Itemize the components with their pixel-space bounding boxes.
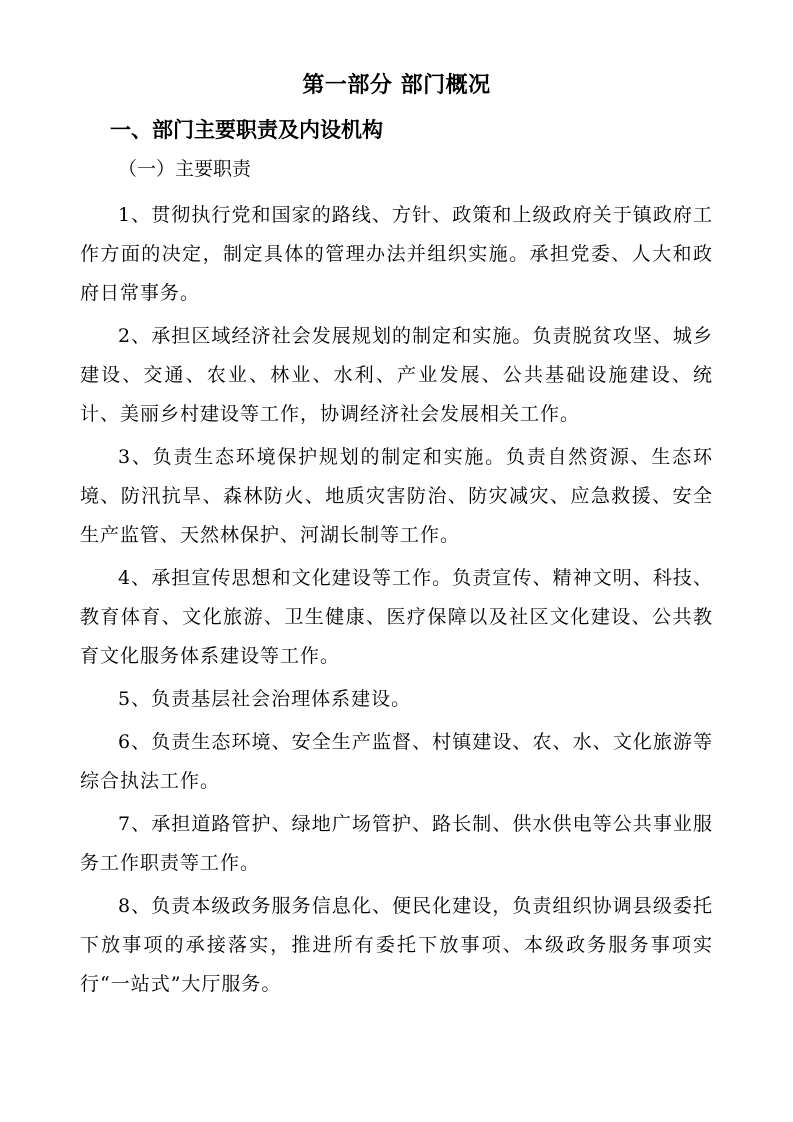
paragraph-2: 2、承担区域经济社会发展规划的制定和实施。负责脱贫攻坚、城乡建设、交通、农业、林业、水利、产业发展、公共基础设施建设、统计、美丽乡村建设等工作，协调经济社会发展相关工作。 xyxy=(80,325,713,425)
sub-heading: （一）主要职责 xyxy=(118,158,252,180)
paragraph-6: 6、负责生态环境、安全生产监督、村镇建设、农、水、文化旅游等综合执法工作。 xyxy=(80,731,713,792)
document-title: 第一部分 部门概况 xyxy=(302,73,491,98)
paragraph-1: 1、贯彻执行党和国家的路线、方针、政策和上级政府关于镇政府工作方面的决定，制定具体的管理办法并组织实施。承担党委、人大和政府日常事务。 xyxy=(80,204,713,304)
paragraph-4: 4、承担宣传思想和文化建设等工作。负责宣传、精神文明、科技、教育体育、文化旅游、卫生健康、医疗保障以及社区文化建设、公共教育文化服务体系建设等工作。 xyxy=(80,567,713,667)
paragraph-7: 7、承担道路管护、绿地广场管护、路长制、供水供电等公共事业服务工作职责等工作。 xyxy=(80,813,713,874)
paragraph-5: 5、负责基层社会治理体系建设。 xyxy=(118,688,412,710)
paragraph-8: 8、负责本级政务服务信息化、便民化建设，负责组织协调县级委托下放事项的承接落实，推进所有委托下放事项、本级政务服务事项实行“一站式”大厅服务。 xyxy=(80,895,713,995)
paragraph-3: 3、负责生态环境保护规划的制定和实施。负责自然资源、生态环境、防汛抗旱、森林防火、地质灾害防治、防灾减灾、应急救援、安全生产监管、天然林保护、河湖长制等工作。 xyxy=(80,446,713,546)
section-heading: 一、部门主要职责及内设机构 xyxy=(110,118,383,142)
